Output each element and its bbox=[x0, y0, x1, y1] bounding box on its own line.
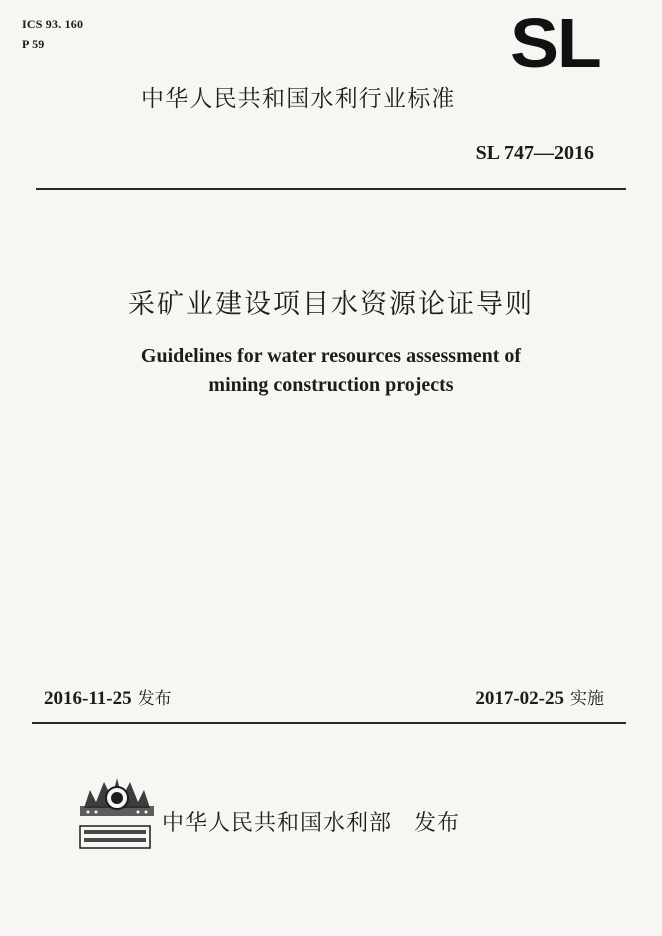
header-divider bbox=[36, 188, 626, 190]
document-title-en-line1: Guidelines for water resources assessment of bbox=[140, 345, 522, 367]
sl-logo: SL bbox=[510, 4, 600, 82]
issue-date-value: 2016-11-25 bbox=[44, 688, 132, 709]
document-title-cn: 采矿业建设项目水资源论证导则 bbox=[128, 289, 534, 320]
document-title-en bbox=[0, 342, 662, 400]
publisher-name: 中华人民共和国水利部 bbox=[162, 811, 393, 836]
issue-date bbox=[44, 684, 172, 710]
p-code: P 59 bbox=[22, 37, 45, 51]
standard-number: SL 747—2016 bbox=[475, 142, 594, 164]
footer-divider bbox=[32, 722, 626, 724]
publisher bbox=[162, 806, 460, 837]
implementation-date bbox=[475, 684, 604, 710]
publisher-action: 发布 bbox=[414, 811, 461, 836]
implementation-date-label: 实施 bbox=[570, 689, 604, 709]
anti-counterfeit-seal-icon bbox=[74, 768, 160, 852]
ics-code: ICS 93. 160 bbox=[22, 17, 84, 31]
implementation-date-value: 2017-02-25 bbox=[475, 688, 564, 709]
document-title-en-line2: mining construction projects bbox=[208, 374, 454, 396]
standard-category-title: 中华人民共和国水利行业标准 bbox=[141, 86, 456, 112]
issue-date-label: 发布 bbox=[137, 689, 172, 709]
